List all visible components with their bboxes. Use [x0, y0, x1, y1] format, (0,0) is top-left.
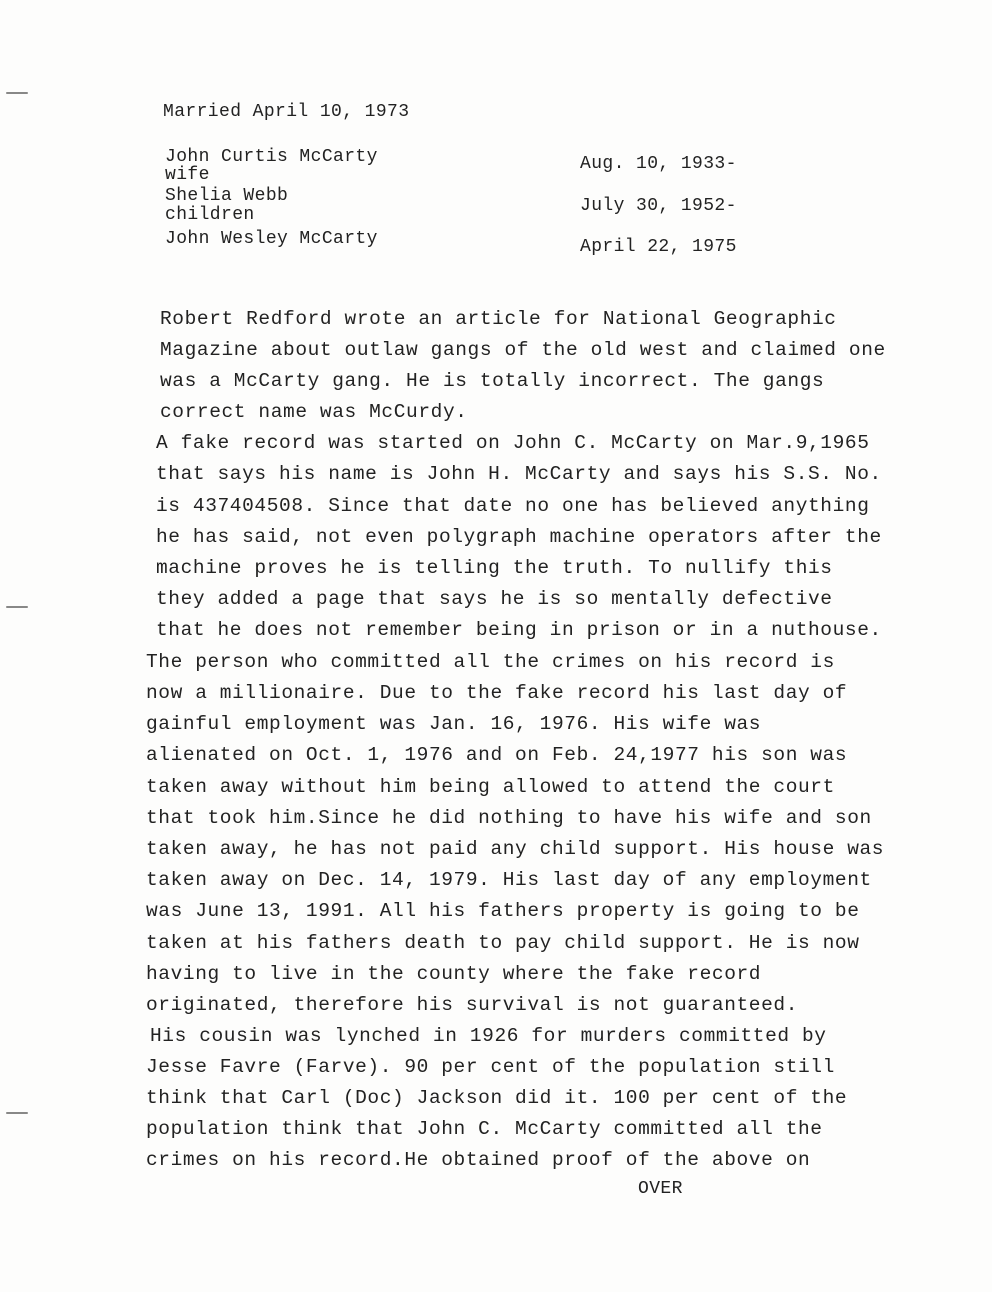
margin-mark [6, 1112, 28, 1114]
body-line: alienated on Oct. 1, 1976 and on Feb. 24,1977 his son was [146, 744, 848, 766]
body-line: having to live in the county where the fake record [146, 963, 762, 985]
body-line: A fake record was started on John C. McCarty on Mar.9,1965 [156, 432, 870, 454]
family-name: Shelia Webb [165, 186, 289, 206]
family-name: John Wesley McCarty [165, 229, 378, 249]
birth-date: April 22, 1975 [580, 237, 737, 257]
body-line: Robert Redford wrote an article for National Geographic [160, 308, 837, 330]
body-line: taken at his fathers death to pay child support. He is now [146, 932, 860, 954]
body-line: think that Carl (Doc) Jackson did it. 100 per cent of the [146, 1087, 848, 1109]
body-line: that took him.Since he did nothing to have his wife and son [146, 807, 872, 829]
body-line: that says his name is John H. McCarty and says his S.S. No. [156, 463, 882, 485]
family-name: John Curtis McCarty [165, 147, 378, 167]
body-line: is 437404508. Since that date no one has believed anything [156, 495, 870, 517]
body-line: he has said, not even polygraph machine operators after the [156, 526, 882, 548]
body-line: gainful employment was Jan. 16, 1976. His wife was [146, 713, 762, 735]
margin-mark [6, 92, 28, 94]
body-line: machine proves he is telling the truth. To nullify this [156, 557, 833, 579]
body-line: taken away, he has not paid any child support. His house was [146, 838, 885, 860]
body-line: crimes on his record.He obtained proof of the above on [146, 1149, 811, 1171]
body-line: taken away without him being allowed to attend the court [146, 776, 835, 798]
body-line: The person who committed all the crimes on his record is [146, 651, 835, 673]
page-turn-note: OVER [638, 1179, 683, 1199]
family-role: wife [165, 165, 210, 185]
married-date: Married April 10, 1973 [163, 102, 410, 122]
birth-date: Aug. 10, 1933- [580, 154, 737, 174]
body-line: was a McCarty gang. He is totally incorrect. The gangs [160, 370, 825, 392]
body-line: population think that John C. McCarty committed all the [146, 1118, 823, 1140]
body-line: correct name was McCurdy. [160, 401, 468, 423]
body-line: taken away on Dec. 14, 1979. His last day of any employment [146, 869, 872, 891]
body-line: was June 13, 1991. All his fathers property is going to be [146, 900, 860, 922]
birth-date: July 30, 1952- [580, 196, 737, 216]
body-line: Magazine about outlaw gangs of the old west and claimed one [160, 339, 886, 361]
family-role: children [165, 205, 255, 225]
body-line: originated, therefore his survival is not guaranteed. [146, 994, 799, 1016]
body-line: Jesse Favre (Farve). 90 per cent of the population still [146, 1056, 835, 1078]
body-line: they added a page that says he is so mentally defective [156, 588, 833, 610]
margin-mark [6, 606, 28, 608]
body-line: that he does not remember being in prison or in a nuthouse. [156, 619, 882, 641]
body-line: now a millionaire. Due to the fake record his last day of [146, 682, 848, 704]
body-line: His cousin was lynched in 1926 for murders committed by [150, 1025, 827, 1047]
